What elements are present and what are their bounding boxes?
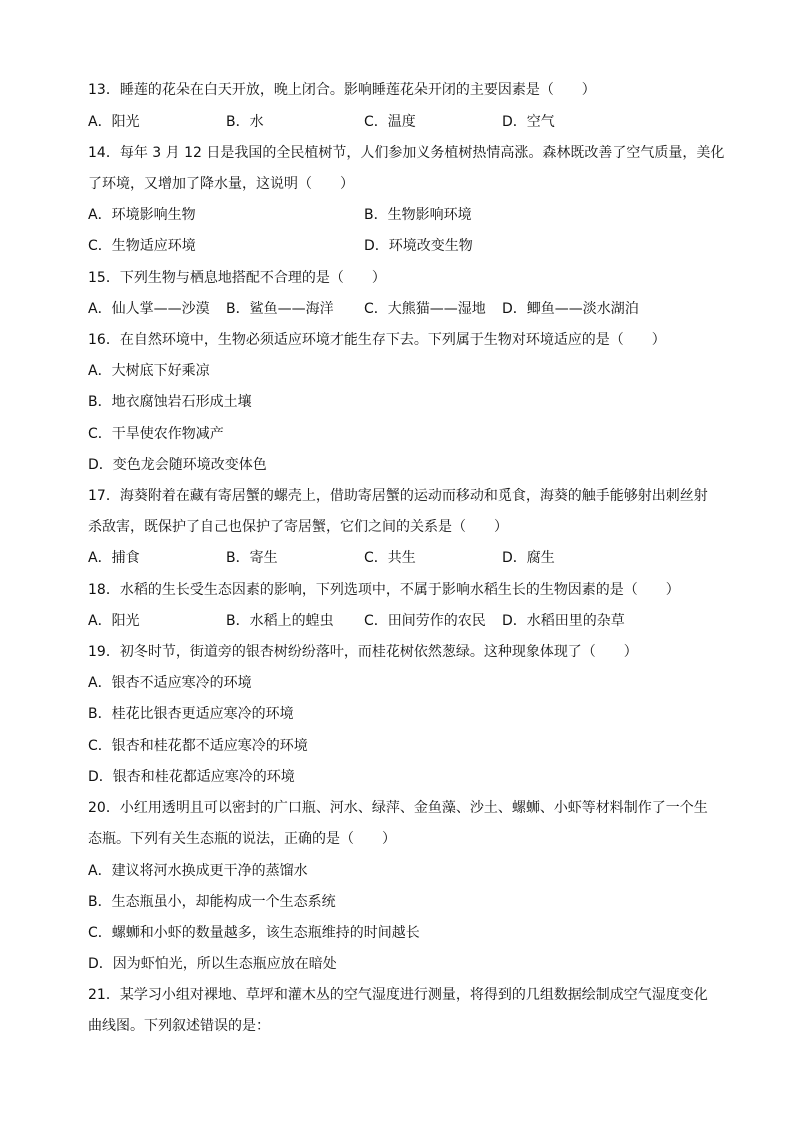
question-14-stem-line-1: 14．每年 3 月 12 日是我国的全民植树节，人们参加义务植树热情高涨。森林既改善了空气质量，美化 [88, 145, 725, 161]
question-19-stem: 19．初冬时节，街道旁的银杏树纷纷落叶，而桂花树依然葱绿。这种现象体现了（ ） [88, 644, 638, 660]
question-15-option-c: C．大熊猫——湿地 [364, 301, 486, 317]
question-16-stem: 16．在自然环境中，生物必须适应环境才能生存下去。下列属于生物对环境适应的是（ ） [88, 332, 666, 348]
question-14-stem-line-2: 了环境，又增加了降水量，这说明（ ） [88, 176, 354, 192]
question-19-option-d: D．银杏和桂花都适应寒冷的环境 [88, 769, 295, 785]
question-15-option-d: D．鲫鱼——淡水湖泊 [502, 301, 639, 317]
question-15-option-b: B．鲨鱼——海洋 [226, 301, 334, 317]
question-21-stem-line-1: 21．某学习小组对裸地、草坪和灌木丛的空气湿度进行测量，将得到的几组数据绘制成空气湿度变化 [88, 987, 708, 1003]
question-17-stem-line-1: 17．海葵附着在藏有寄居蟹的螺壳上，借助寄居蟹的运动而移动和觅食，海葵的触手能够射出刺丝射 [88, 488, 708, 504]
question-20-option-c: C．螺蛳和小虾的数量越多，该生态瓶维持的时间越长 [88, 925, 420, 941]
question-19-option-a: A．银杏不适应寒冷的环境 [88, 675, 252, 691]
question-19-option-b: B．桂花比银杏更适应寒冷的环境 [88, 706, 294, 722]
question-18-option-c: C．田间劳作的农民 [364, 613, 486, 629]
question-17-option-d: D．腐生 [502, 550, 555, 566]
question-17-option-b: B．寄生 [226, 550, 278, 566]
question-14-option-b: B．生物影响环境 [364, 207, 472, 223]
question-17-option-c: C．共生 [364, 550, 416, 566]
question-14-option-d: D．环境改变生物 [364, 238, 473, 254]
question-18-option-a: A．阳光 [88, 613, 140, 629]
question-18-option-d: D．水稻田里的杂草 [502, 613, 625, 629]
question-16-option-a: A．大树底下好乘凉 [88, 363, 210, 379]
question-20-stem-line-2: 态瓶。下列有关生态瓶的说法，正确的是（ ） [88, 831, 396, 847]
question-13-option-d: D．空气 [502, 114, 555, 130]
question-16-option-b: B．地衣腐蚀岩石形成土壤 [88, 394, 252, 410]
question-13-option-b: B．水 [226, 114, 264, 130]
question-14-option-a: A．环境影响生物 [88, 207, 196, 223]
question-18-option-b: B．水稻上的蝗虫 [226, 613, 334, 629]
question-13-option-c: C．温度 [364, 114, 416, 130]
question-13-stem: 13．睡莲的花朵在白天开放，晚上闭合。影响睡莲花朵开闭的主要因素是（ ） [88, 82, 596, 98]
question-20-option-b: B．生态瓶虽小，却能构成一个生态系统 [88, 894, 336, 910]
question-15-option-a: A．仙人掌——沙漠 [88, 301, 210, 317]
question-17-stem-line-2: 杀敌害，既保护了自己也保护了寄居蟹，它们之间的关系是（ ） [88, 519, 508, 535]
question-21-stem-line-2: 曲线图。下列叙述错误的是： [88, 1018, 270, 1034]
question-13-option-a: A．阳光 [88, 114, 140, 130]
question-14-option-c: C．生物适应环境 [88, 238, 196, 254]
question-16-option-d: D．变色龙会随环境改变体色 [88, 457, 267, 473]
question-18-stem: 18．水稻的生长受生态因素的影响，下列选项中，不属于影响水稻生长的生物因素的是（ ） [88, 582, 680, 598]
question-20-option-d: D．因为虾怕光，所以生态瓶应放在暗处 [88, 956, 337, 972]
question-20-stem-line-1: 20．小红用透明且可以密封的广口瓶、河水、绿萍、金鱼藻、沙土、螺蛳、小虾等材料制作了一个生 [88, 800, 708, 816]
question-20-option-a: A．建议将河水换成更干净的蒸馏水 [88, 863, 308, 879]
question-16-option-c: C．干旱使农作物减产 [88, 426, 224, 442]
question-17-option-a: A．捕食 [88, 550, 140, 566]
question-15-stem: 15．下列生物与栖息地搭配不合理的是（ ） [88, 270, 386, 286]
question-19-option-c: C．银杏和桂花都不适应寒冷的环境 [88, 738, 308, 754]
